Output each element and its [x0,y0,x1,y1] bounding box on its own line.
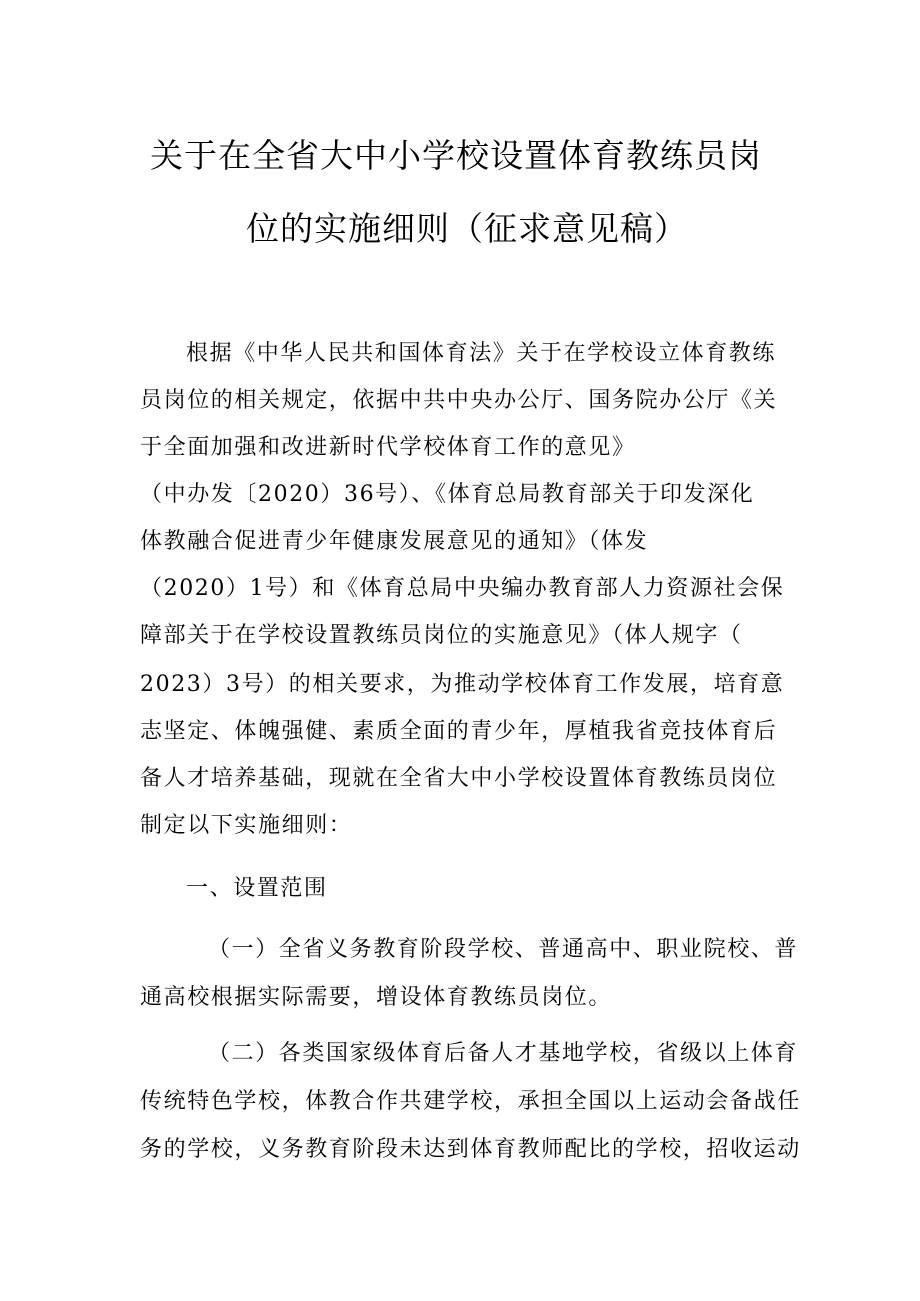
item-1-line-2: 通高校根据实际需要，增设体育教练员岗位。 [140,985,613,1010]
intro-line-4: （中办发〔2020）36号）、《体育总局教育部关于印发深化 [140,482,755,507]
intro-line-10: 备人才培养基础，现就在全省大中小学校设置体育教练员岗位 [140,766,778,791]
item-2-line-2: 传统特色学校，体教合作共建学校，承担全国以上运动会备战任 [140,1089,801,1114]
intro-line-7: 障部关于在学校设置教练员岗位的实施意见》（体人规字（ [140,623,743,648]
intro-line-11: 制定以下实施细则： [140,813,353,838]
intro-line-9: 志坚定、体魄强健、素质全面的青少年，厚植我省竞技体育后 [140,719,778,744]
item-2-line-1: （二）各类国家级体育后备人才基地学校，省级以上体育 [208,1041,799,1066]
section-heading-scope: 一、设置范围 [186,876,328,901]
document-title-line-1: 关于在全省大中小学校设置体育教练员岗 [150,136,762,175]
intro-line-2: 员岗位的相关规定，依据中共中央办公厅、国务院办公厅《关 [140,388,778,413]
intro-line-6: （2020）1号）和《体育总局中央编办教育部人力资源社会保 [140,576,785,601]
intro-line-3: 于全面加强和改进新时代学校体育工作的意见》 [140,435,636,460]
item-1-line-1: （一）全省义务教育阶段学校、普通高中、职业院校、普 [208,937,799,962]
intro-line-8: 2023）3号）的相关要求，为推动学校体育工作发展，培育意 [140,672,785,697]
document-title-line-2: 位的实施细则（征求意见稿） [246,209,688,248]
item-2-line-3: 务的学校，义务教育阶段未达到体育教师配比的学校，招收运动 [140,1137,801,1162]
intro-line-5: 体教融合促进青少年健康发展意见的通知》（体发 [140,529,649,554]
intro-line-1: 根据《中华人民共和国体育法》关于在学校设立体育教练 [186,341,777,366]
